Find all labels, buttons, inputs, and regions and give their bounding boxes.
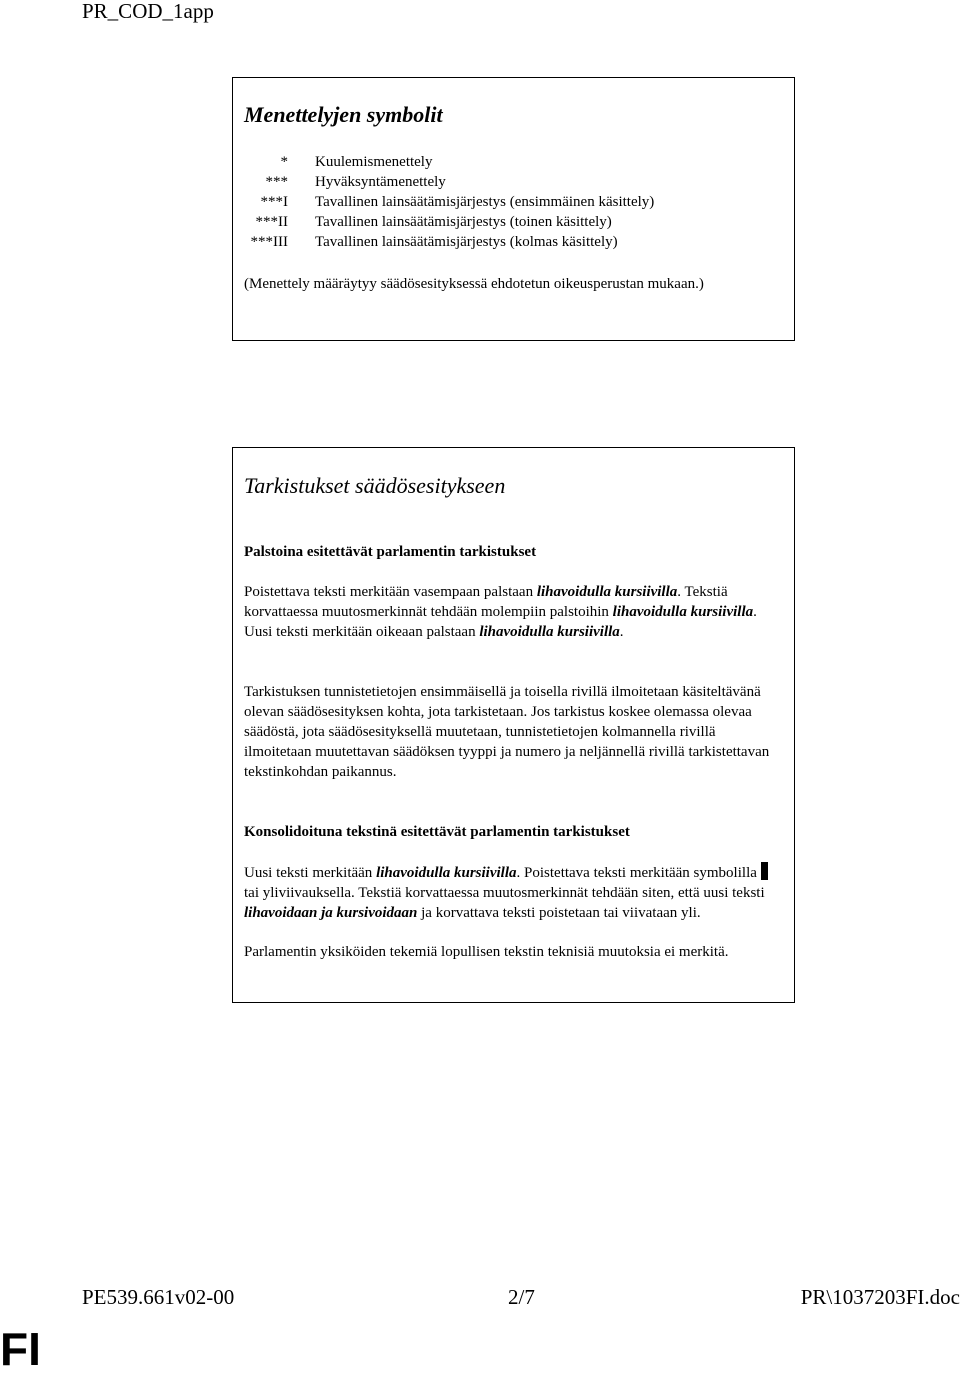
text-run: . xyxy=(619,624,624,640)
symbol-label: Tavallinen lainsäätämisjärjestys (toinen käsittely) xyxy=(315,214,612,230)
technical-changes-paragraph: Parlamentin yksiköiden tekemiä lopullisen tekstin teknisiä muutoksia ei merkitä. xyxy=(244,944,729,960)
columns-paragraph xyxy=(244,582,779,642)
consolidated-heading: Konsolidoituna tekstinä esitettävät parlamentin tarkistukset xyxy=(244,824,630,840)
language-code: FI xyxy=(0,1323,41,1375)
bold-italic-run: lihavoidulla kursiivilla xyxy=(376,865,517,881)
columns-heading: Palstoina esitettävät parlamentin tarkistukset xyxy=(244,544,537,560)
symbol-code: ***I xyxy=(260,194,288,210)
symbol-code: * xyxy=(280,154,288,170)
bold-italic-run: lihavoidulla kursiivilla xyxy=(612,604,754,620)
text-run: Poistettava teksti merkitään vasempaan palstaan xyxy=(244,584,537,600)
symbol-label: Kuulemismenettely xyxy=(315,154,433,170)
text-run: tai yliviivauksella. Tekstiä korvattaessa muutosmerkinnät tehdään siten, että uusi teksti xyxy=(244,885,765,901)
text-run: . Tekstiä korvattaessa muutosmerkinnät tehdään molempiin palstoihin xyxy=(244,584,728,620)
symbol-code: *** xyxy=(265,174,288,190)
text-run: Uusi teksti merkitään xyxy=(244,865,377,881)
identification-paragraph: Tarkistuksen tunnistetietojen ensimmäisellä ja toisella rivillä ilmoitetaan käsiteltävänä olevan säädösesityksen kohta, jota tarkistetaan. Jos tarkistus koskee olemassa olevaa säädöstä, jota säädösesityksellä muutetaan, tunnistetietojen kolmannella rivillä ilmoitetaan muutettavan säädöksen tyyppi ja numero ja neljännellä rivillä tarkistettavan tekstinkohdan paikannus. xyxy=(244,684,770,780)
bold-italic-run: lihavoidulla kursiivilla xyxy=(479,624,620,640)
symbol-code: ***III xyxy=(250,234,288,250)
symbol-label: Hyväksyntämenettely xyxy=(315,174,446,190)
procedure-note: (Menettely määräytyy säädösesityksessä ehdotetun oikeusperustan mukaan.) xyxy=(244,276,704,292)
footer-reference: PE539.661v02-00 xyxy=(82,1285,235,1309)
bold-italic-run: lihavoidulla kursiivilla xyxy=(536,584,678,600)
footer-filename: PR\1037203FI.doc xyxy=(800,1285,960,1309)
text-run: . Poistettava teksti merkitään symbolilla xyxy=(516,865,757,881)
page-number: 2/7 xyxy=(508,1285,535,1309)
deletion-symbol-icon xyxy=(761,862,768,880)
text-run: . Uusi teksti merkitään oikeaan palstaan xyxy=(244,604,757,640)
procedure-symbols-title: Menettelyjen symbolit xyxy=(244,102,443,127)
symbol-label: Tavallinen lainsäätämisjärjestys (kolmas käsittely) xyxy=(315,234,618,250)
document-code: PR_COD_1app xyxy=(82,0,214,23)
consolidated-paragraph xyxy=(244,862,779,923)
symbol-code: ***II xyxy=(255,214,288,230)
amendments-box xyxy=(232,447,795,1003)
procedure-symbols-box xyxy=(232,77,795,341)
text-run: ja korvattava teksti poistetaan tai viivataan yli. xyxy=(417,905,701,921)
bold-italic-run: lihavoidaan ja kursivoidaan xyxy=(244,905,418,921)
symbol-label: Tavallinen lainsäätämisjärjestys (ensimmäinen käsittely) xyxy=(315,194,655,210)
amendments-title: Tarkistukset säädösesitykseen xyxy=(244,473,506,498)
